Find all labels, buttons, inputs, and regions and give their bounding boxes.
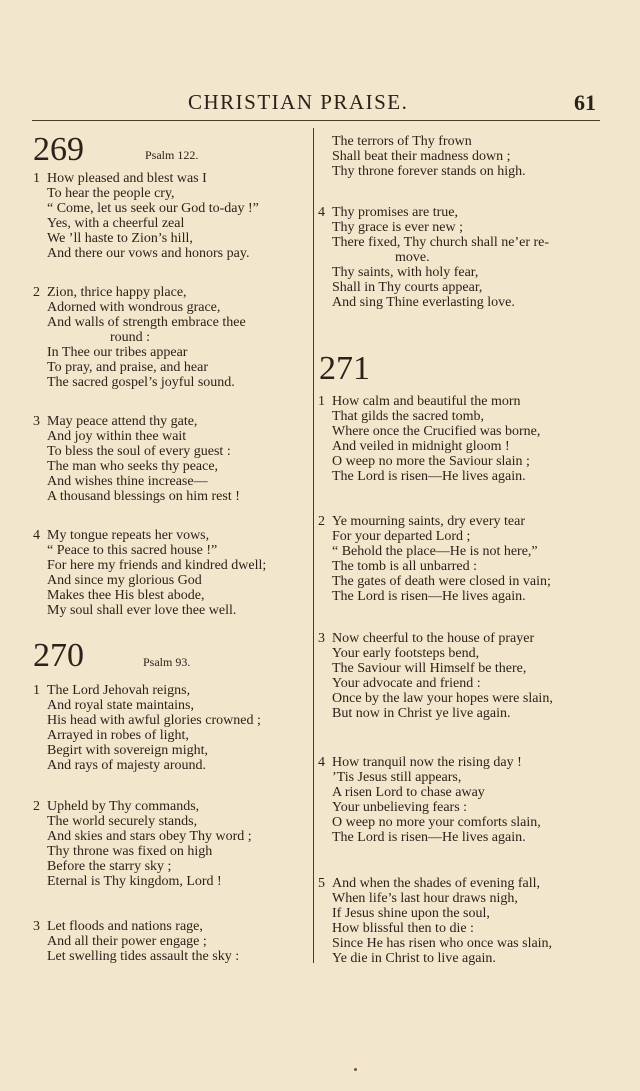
verse-line: “ Behold the place—He is not here,” — [332, 544, 538, 559]
verse-line: And since my glorious God — [47, 573, 202, 588]
verse-line: 2 Upheld by Thy commands, — [33, 799, 200, 814]
verse-line: My soul shall ever love thee well. — [47, 603, 237, 618]
verse-line: If Jesus shine upon the soul, — [332, 906, 490, 921]
verse-line: Eternal is Thy kingdom, Lord ! — [47, 874, 222, 889]
verse-number: 3 — [33, 919, 40, 934]
verse-line: When life’s last hour draws nigh, — [332, 891, 518, 906]
verse-line: And wishes thine increase— — [47, 474, 208, 489]
verse-number: 5 — [318, 876, 325, 891]
verse-line: Thy throne was fixed on high — [47, 844, 213, 859]
verse-line: Let swelling tides assault the sky : — [47, 949, 240, 964]
stanza-3 — [318, 631, 553, 721]
running-title: CHRISTIAN PRAISE. — [188, 90, 409, 114]
verse-number: 3 — [33, 414, 40, 429]
hymn-271-heading — [319, 349, 439, 389]
verse-line: 2 Zion, thrice happy place, — [33, 285, 187, 300]
verse-line: Where once the Crucified was borne, — [332, 424, 541, 439]
verse-line: The man who seeks thy peace, — [47, 459, 219, 474]
page-header — [0, 90, 640, 120]
verse-line: Makes thee His blest abode, — [47, 588, 205, 603]
verse-line: There fixed, Thy church shall ne’er re- — [332, 235, 550, 250]
verse-line: 3 Now cheerful to the house of prayer — [318, 631, 535, 646]
verse-line: But now in Christ ye live again. — [332, 706, 511, 721]
psalm-reference: Psalm 93. — [143, 655, 191, 669]
verse-line: The Lord is risen—He lives again. — [332, 469, 526, 484]
verse-line: 1 How calm and beautiful the morn — [318, 394, 521, 409]
hymn-number: 271 — [319, 350, 370, 387]
verse-line: In Thee our tribes appear — [47, 345, 188, 360]
verse-number: 4 — [33, 528, 40, 543]
stanza-4 — [33, 528, 266, 618]
verse-line: The sacred gospel’s joyful sound. — [47, 375, 235, 390]
verse-line: The terrors of Thy frown — [332, 134, 472, 149]
verse-line: Your unbelieving fears : — [332, 800, 468, 815]
psalm-reference: Psalm 122. — [145, 148, 199, 162]
verse-number: 4 — [318, 205, 325, 220]
verse-line: And skies and stars obey Thy word ; — [47, 829, 252, 844]
verse-line: For here my friends and kindred dwell; — [47, 558, 267, 573]
verse-number: 2 — [33, 285, 40, 300]
page-number: 61 — [574, 90, 596, 115]
stanza-2 — [33, 285, 246, 390]
stanza-3-continued — [318, 134, 526, 179]
verse-line: “ Come, let us seek our God to-day !” — [47, 201, 259, 216]
verse-line: 5 And when the shades of evening fall, — [318, 876, 540, 891]
verse-number: 3 — [318, 631, 325, 646]
verse-line: That gilds the sacred tomb, — [332, 409, 485, 424]
verse-line: To pray, and praise, and hear — [47, 360, 208, 375]
page-speck — [354, 1068, 357, 1071]
verse-line: O weep no more your comforts slain, — [332, 815, 541, 830]
stanza-2 — [318, 514, 551, 604]
verse-number: 4 — [318, 755, 325, 770]
verse-line: round : — [110, 330, 151, 345]
hymn-number: 269 — [33, 131, 84, 168]
verse-line: 4 My tongue repeats her vows, — [33, 528, 210, 543]
stanza-1 — [33, 683, 261, 773]
verse-line: A risen Lord to chase away — [332, 785, 485, 800]
verse-line: The Saviour will Himself be there, — [332, 661, 527, 676]
verse-number: 2 — [33, 799, 40, 814]
verse-line: Arrayed in robes of light, — [47, 728, 189, 743]
header-rule — [32, 120, 600, 121]
verse-line: Begirt with sovereign might, — [47, 743, 208, 758]
verse-line: move. — [395, 250, 430, 265]
hymn-270-heading — [33, 636, 293, 676]
verse-line: To bless the soul of every guest : — [47, 444, 231, 459]
verse-line: 1 The Lord Jehovah reigns, — [33, 683, 191, 698]
stanza-1 — [318, 394, 540, 484]
stanza-3 — [33, 919, 239, 964]
verse-number: 1 — [318, 394, 325, 409]
verse-line: And rays of majesty around. — [47, 758, 207, 773]
verse-number: 2 — [318, 514, 325, 529]
verse-line: 3 Let floods and nations rage, — [33, 919, 203, 934]
verse-line: His head with awful glories crowned ; — [47, 713, 261, 728]
verse-line: Yes, with a cheerful zeal — [47, 216, 185, 231]
verse-line: And all their power engage ; — [47, 934, 207, 949]
verse-line: 4 How tranquil now the rising day ! — [318, 755, 522, 770]
verse-line: Shall in Thy courts appear, — [332, 280, 483, 295]
column-divider — [313, 128, 314, 963]
verse-line: 1 How pleased and blest was I — [33, 171, 207, 186]
verse-line: Once by the law your hopes were slain, — [332, 691, 553, 706]
verse-line: 2 Ye mourning saints, dry every tear — [318, 514, 525, 529]
verse-line: And sing Thine everlasting love. — [332, 295, 515, 310]
stanza-1 — [33, 171, 259, 261]
stanza-4 — [318, 755, 541, 845]
stanza-4 — [318, 205, 549, 310]
verse-line: Thy grace is ever new ; — [332, 220, 463, 235]
verse-number: 1 — [33, 171, 40, 186]
verse-line: Before the starry sky ; — [47, 859, 172, 874]
verse-line: A thousand blessings on him rest ! — [47, 489, 240, 504]
hymn-269-heading — [33, 130, 293, 170]
verse-line: And veiled in midnight gloom ! — [332, 439, 510, 454]
verse-line: O weep no more the Saviour slain ; — [332, 454, 530, 469]
stanza-2 — [33, 799, 252, 889]
verse-line: And royal state maintains, — [47, 698, 194, 713]
verse-line: Shall beat their madness down ; — [332, 149, 511, 164]
verse-line: For your departed Lord ; — [332, 529, 471, 544]
hymn-number: 270 — [33, 637, 84, 674]
verse-line: Ye die in Christ to live again. — [332, 951, 496, 966]
verse-line: “ Peace to this sacred house !” — [47, 543, 218, 558]
verse-line: We ’ll haste to Zion’s hill, — [47, 231, 193, 246]
verse-line: The Lord is risen—He lives again. — [332, 830, 526, 845]
verse-line: 3 May peace attend thy gate, — [33, 414, 198, 429]
stanza-5 — [318, 876, 552, 966]
stanza-3 — [33, 414, 240, 504]
verse-line: Thy saints, with holy fear, — [332, 265, 479, 280]
verse-line: 4 Thy promises are true, — [318, 205, 458, 220]
verse-line: And there our vows and honors pay. — [47, 246, 250, 261]
verse-line: Thy throne forever stands on high. — [332, 164, 526, 179]
verse-line: How blissful then to die : — [332, 921, 474, 936]
verse-line: And joy within thee wait — [47, 429, 187, 444]
verse-line: ’Tis Jesus still appears, — [332, 770, 462, 785]
verse-line: Since He has risen who once was slain, — [332, 936, 553, 951]
verse-line: The world securely stands, — [47, 814, 198, 829]
verse-line: To hear the people cry, — [47, 186, 175, 201]
verse-number: 1 — [33, 683, 40, 698]
verse-line: Your advocate and friend : — [332, 676, 481, 691]
verse-line: The tomb is all unbarred : — [332, 559, 478, 574]
verse-line: Your early footsteps bend, — [332, 646, 480, 661]
verse-line: The Lord is risen—He lives again. — [332, 589, 526, 604]
verse-line: Adorned with wondrous grace, — [47, 300, 221, 315]
verse-line: And walls of strength embrace thee — [47, 315, 246, 330]
verse-line: The gates of death were closed in vain; — [332, 574, 551, 589]
